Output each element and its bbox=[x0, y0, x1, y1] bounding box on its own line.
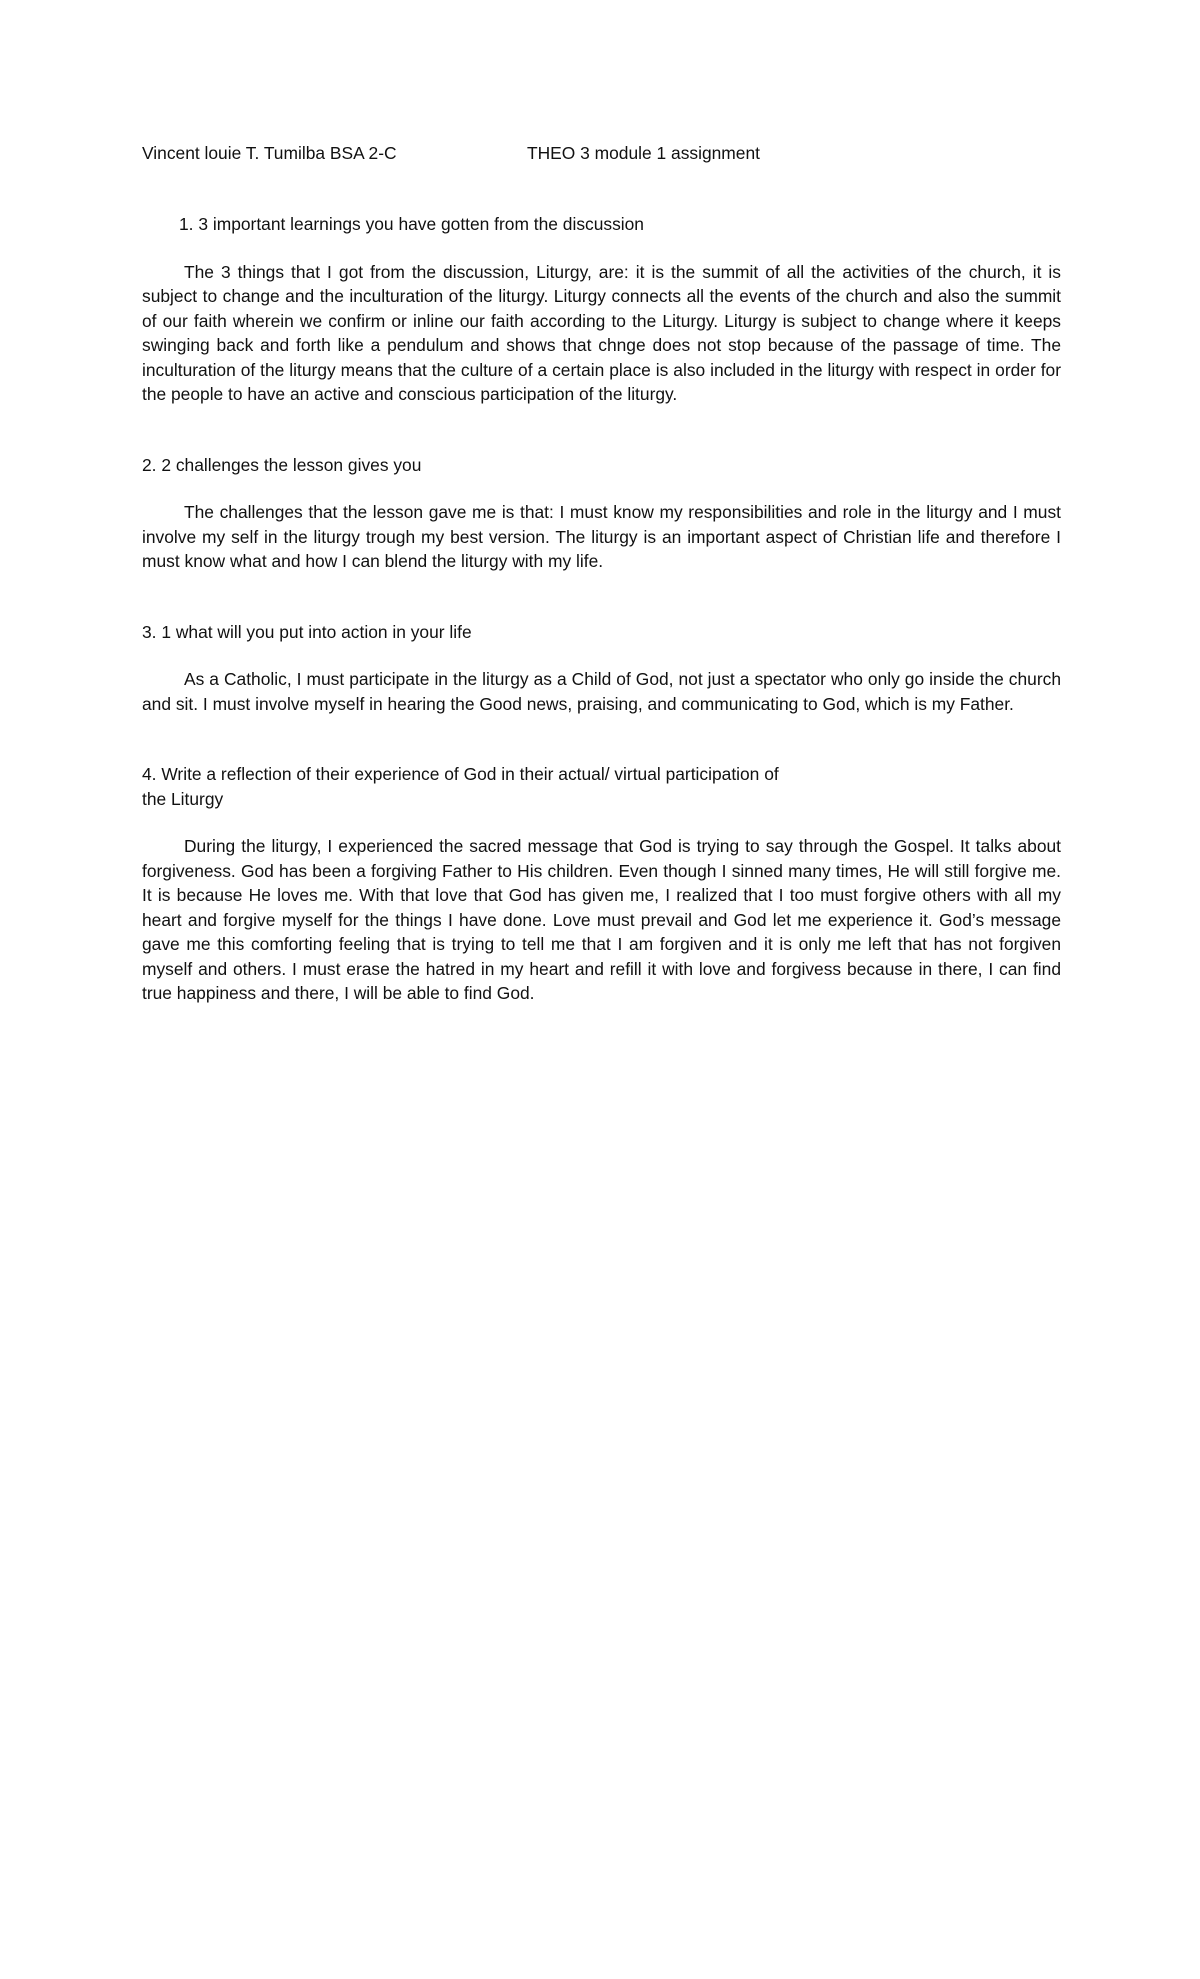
answer-4: During the liturgy, I experienced the sacred message that God is trying to say through the Gospel. It talks about forgiveness. God has been a forgiving Father to His children. Even though I sinned many times, He will still forgive me. It is because He loves me. With that love that God has given me, I realized that I too must forgive others with all my heart and forgive myself for the things I have done. Love must prevail and God let me experience it. God’s message gave me this comforting feeling that is trying to tell me that I am forgiven and it is only me left that has not forgiven myself and others. I must erase the hatred in my heart and refill it with love and forgivess because in there, I can find true happiness and there, I will be able to find God. bbox=[142, 836, 1061, 1003]
assignment-title: THEO 3 module 1 assignment bbox=[527, 143, 760, 163]
question-4-line-1: 4. Write a reflection of their experience of God in their actual/ virtual participation of bbox=[142, 764, 779, 784]
question-1: 1. 3 important learnings you have gotten from the discussion bbox=[179, 214, 644, 234]
question-3: 3. 1 what will you put into action in your life bbox=[142, 621, 472, 642]
question-4 bbox=[142, 762, 1061, 811]
question-2: 2. 2 challenges the lesson gives you bbox=[142, 454, 422, 475]
student-name-section: Vincent louie T. Tumilba BSA 2-C bbox=[142, 143, 397, 163]
document-header bbox=[142, 141, 1061, 165]
answer-2: The challenges that the lesson gave me is that: I must know my responsibilities and role in the liturgy and I must involve my self in the liturgy trough my best version. The liturgy is an important aspect of Christian life and therefore I must know what and how I can blend the liturgy with my life. bbox=[142, 502, 1061, 571]
document-body bbox=[142, 141, 1061, 1006]
question-4-line-2: the Liturgy bbox=[142, 788, 224, 809]
answer-1: The 3 things that I got from the discussion, Liturgy, are: it is the summit of all the activities of the church, it is subject to change and the inculturation of the liturgy. Liturgy connects all the events of the church and also the summit of our faith wherein we confirm or inline our faith according to the Liturgy. Liturgy is subject to change where it keeps swinging back and forth like a pendulum and shows that chnge does not stop because of the passage of time. The inculturation of the liturgy means that the culture of a certain place is also included in the liturgy with respect in order for the people to have an active and conscious participation of the liturgy. bbox=[142, 261, 1061, 404]
answer-3: As a Catholic, I must participate in the liturgy as a Child of God, not just a spectator who only go inside the church and sit. I must involve myself in hearing the Good news, praising, and communicating to God, which is my Father. bbox=[142, 669, 1061, 714]
